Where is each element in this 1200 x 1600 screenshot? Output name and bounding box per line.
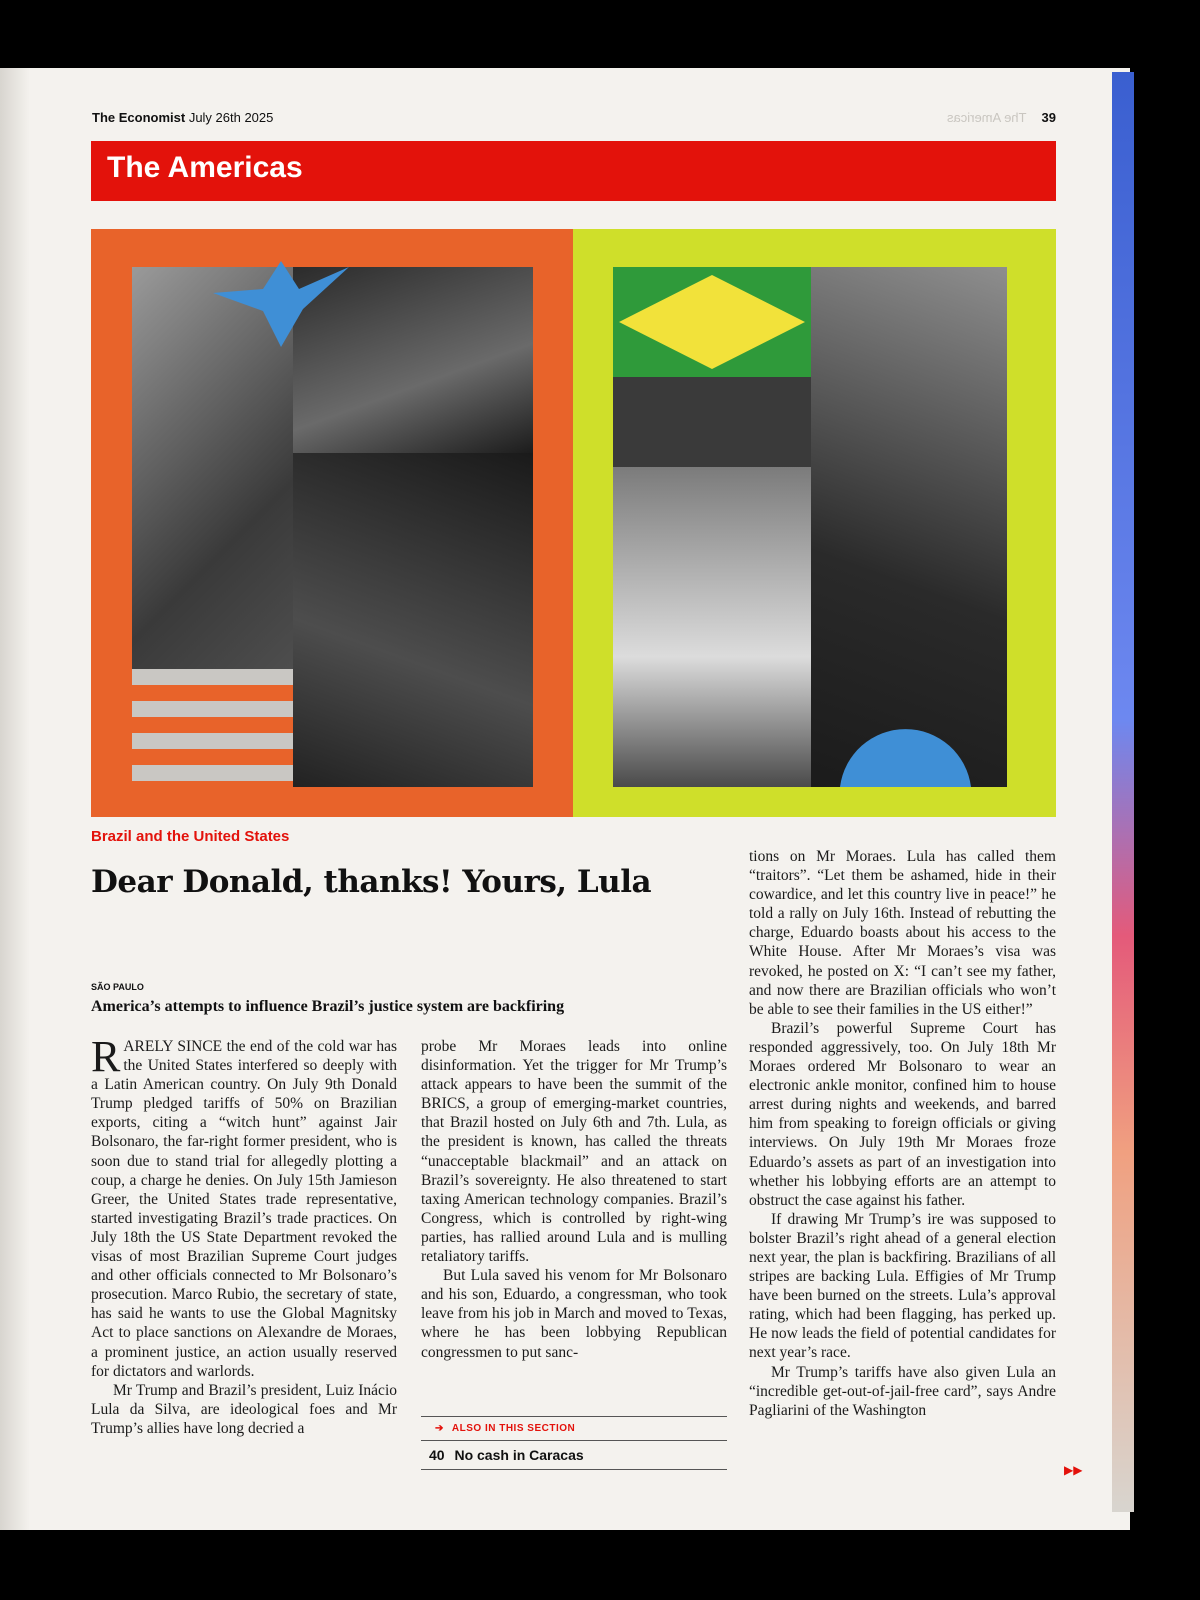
also-label: ALSO IN THIS SECTION	[451, 1423, 576, 1434]
paragraph: Mr Trump’s tariffs have also given Lula an “incredible get-out-of-jail-free card”, says Andre Pagliarini of the Washington	[749, 1363, 1056, 1419]
text-column-3	[749, 847, 1056, 1420]
paragraph: If drawing Mr Trump’s ire was supposed to bolster Brazil’s right ahead of a general election next year, the plan is backfiring. Brazilians of all stripes are backing Lula. Effigies of Mr Trump have been burned on the streets. Lula’s approval rating, which had been flagging, has perked up. He now leads the field of potential candidates for next year’s race.	[749, 1210, 1056, 1362]
page-number: 39	[1041, 110, 1056, 125]
paragraph: probe Mr Moraes leads into online disinformation. Yet the trigger for Mr Trump’s attack appears to have been the summit of the BRICS, a group of emerging-market countries, that Brazil hosted on July 6th and 7th. Lula, as the president is known, has called the threats “unacceptable blackmail” and an attack on Brazil’s sovereignty. He also threatened to start taxing American technology companies. Brazil’s Congress, which is controlled by right-wing parties, has rallied around Lula and is mulling retaliatory tariffs.	[421, 1038, 727, 1266]
also-item-title: No cash in Caracas	[454, 1447, 584, 1463]
us-flag-stripes	[132, 669, 293, 787]
illustration-left-panel	[91, 229, 573, 817]
page-gutter	[0, 68, 30, 1530]
double-chevron-right-icon: ▶▶	[1064, 1463, 1083, 1477]
publication-name: The Economist	[92, 110, 186, 125]
also-item-page: 40	[429, 1447, 445, 1463]
section-title: The Americas	[107, 151, 303, 184]
paragraph: But Lula saved his venom for Mr Bolsonaro and his son, Eduardo, a congressman, who took leave from his job in March and moved to Texas, where he has been lobbying Republican congressmen to put sanc-	[421, 1267, 727, 1361]
also-label-row	[421, 1417, 727, 1440]
illustration	[91, 229, 1056, 817]
paragraph-text: the end of the cold war has the United States interfered so deeply with a Latin American country. On July 9th Donald Trump pledged tariffs of 50% on Brazilian exports, citing a “witch hunt” against Jair Bolsonaro, the far-right former president, who is soon due to stand trial for allegedly plotting a coup, a charge he denies. On July 15th Jamieson Greer, the United States trade representative, started investigating Brazil’s trade practices. On July 18th the US State Department revoked the visas of most Brazilian Supreme Court judges and other officials connected to Mr Bolsonaro’s prosecution. Marco Rubio, the secretary of state, has said he wants to use the Global Magnitsky Act to place sanctions on Alexandre de Moraes, a prominent justice, an action usually reserved for dictators and warlords.	[91, 1038, 397, 1380]
paragraph: tions on Mr Moraes. Lula has called them “traitors”. “Let them be ashamed, hide in their cowardice, and let this country live in peace!” he told a rally on July 16th. Instead of rebutting the charge, Eduardo boasts about his access to the White House. After Mr Moraes’s visa was revoked, he posted on X: “I can’t see my father, and now there are Brazilian officials who won’t be able to see their families in the US either!”	[749, 848, 1056, 1018]
lead-in: ARELY SINCE	[123, 1038, 223, 1055]
right-arrow-icon: ➔	[435, 1423, 444, 1434]
also-item[interactable]	[421, 1441, 727, 1469]
section-banner	[91, 141, 1056, 201]
text-column-2	[421, 1037, 727, 1362]
show-through-text: The Americas	[946, 110, 1026, 125]
paragraph: Brazil’s powerful Supreme Court has responded aggressively, too. On July 18th Mr Moraes ordered Mr Bolsonaro to wear an electronic ankle monitor, confined him to house arrest during nights and weekends, and barred him from speaking to foreign officials or giving interviews. On July 19th Mr Moraes froze Eduardo’s assets as part of an investigation into whether his lobbying efforts are an attempt to obstruct the case against his father.	[749, 1019, 1056, 1209]
flag-diamond-icon	[613, 267, 811, 377]
star-icon	[211, 259, 351, 349]
adjacent-page-edge	[1112, 72, 1134, 1512]
article-kicker: Brazil and the United States	[91, 828, 290, 845]
divider	[421, 1469, 727, 1470]
text-column-1	[91, 1032, 397, 1438]
brazil-flag	[613, 267, 811, 377]
paragraph	[91, 1032, 397, 1381]
article-headline: Dear Donald, thanks! Yours, Lula	[91, 864, 652, 900]
also-in-section-box	[421, 1416, 727, 1470]
dateline: SÃO PAULO	[91, 982, 144, 992]
drop-cap: R	[91, 1032, 121, 1081]
illustration-right-panel	[573, 229, 1056, 817]
photo-bolsonaro	[293, 453, 533, 787]
paragraph: Mr Trump and Brazil’s president, Luiz Inácio Lula da Silva, are ideological foes and Mr Trump’s allies have long decried a	[91, 1381, 397, 1437]
half-circle-icon	[838, 687, 973, 787]
article-subhead: America’s attempts to influence Brazil’s justice system are backfiring	[91, 998, 565, 1015]
running-header	[92, 110, 1056, 132]
issue-date: July 26th 2025	[188, 110, 274, 125]
